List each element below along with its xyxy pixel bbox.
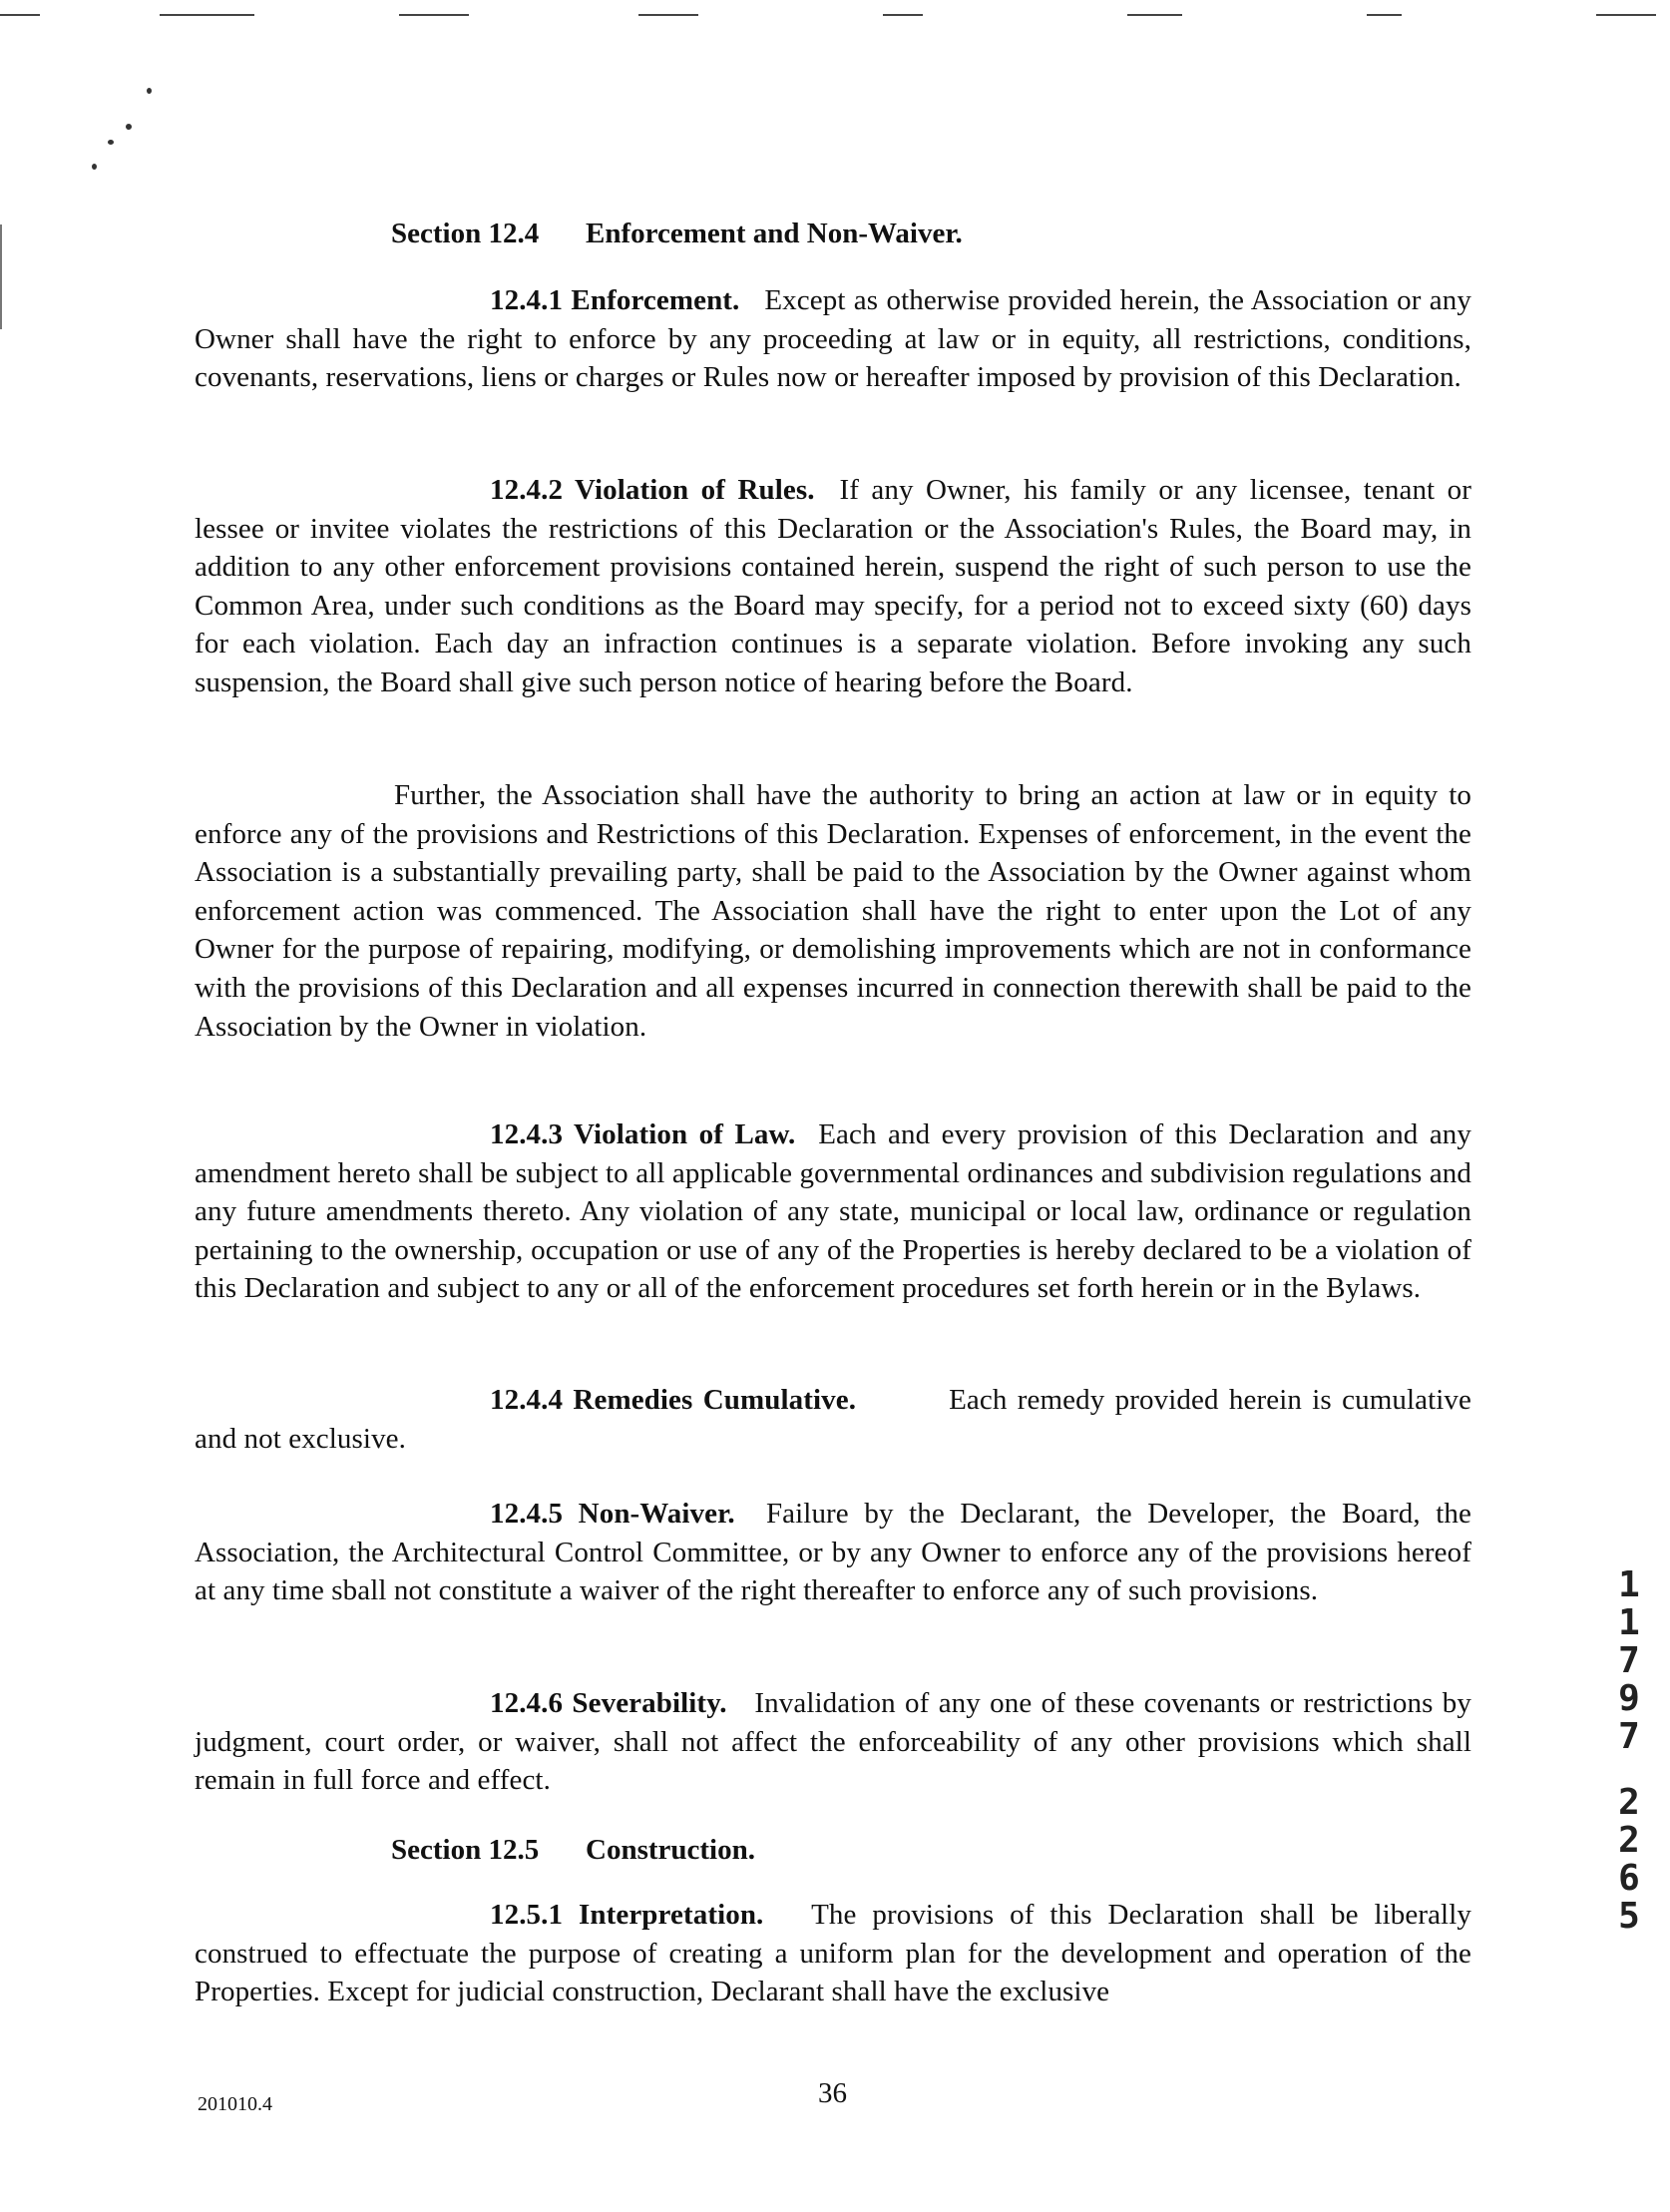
paragraph-text: Each and every provision of this Declaration and any amendment hereto shall be subject to all applicable governmental ordinances and subdivision regulations and any future amendments thereto. Any violation of any state, municipal or local law, ordinance or regulation pertaining to the ownership, occupation or use of any of the Properties is hereby declared to be a violation of this Declaration and subject to any or all of the enforcement procedures set forth herein or in the Bylaws. [195, 1118, 1472, 1305]
paragraph-text: If any Owner, his family or any licensee, tenant or lessee or invitee violates the restrictions of this Declaration or the Association's Rules, the Board may, in addition to any other enforcement provisions contained herein, suspend the right of such person to use the Common Area, under such conditions as the Board may specify, for a period not to exceed sixty (60) days for each violation. Each day an infraction continues is a separate violation. Before invoking any such suspension, the Board shall give such person notice of hearing before the Board. [195, 474, 1472, 698]
paragraph-title: 12.4.4 Remedies Cumulative. [490, 1384, 857, 1416]
stamp-digit: 9 [1618, 1678, 1640, 1719]
section-heading-12-5 [391, 1834, 755, 1867]
section-title: Construction. [586, 1834, 755, 1866]
stamp-digit: 2 [1618, 1782, 1640, 1823]
paragraph-title: 12.4.5 Non-Waiver. [490, 1498, 735, 1530]
paragraph-12-4-5 [195, 1495, 1471, 1610]
paragraph-12-4-6 [195, 1684, 1471, 1800]
paragraph-12-4-1 [195, 281, 1471, 397]
stamp-digit: 1 [1618, 1564, 1640, 1605]
paragraph-12-4-2-continued [195, 776, 1471, 1046]
paragraph-text: Failure by the Declarant, the Developer, the Board, the Association, the Architectural Control Committee, or by any Owner to enforce any of the provisions hereof at any time sball not constitute a waiver of the right thereafter to enforce any of such provisions. [195, 1498, 1471, 1607]
paragraph-title: 12.4.6 Severability. [490, 1687, 727, 1719]
paragraph-text: Invalidation of any one of these covenants or restrictions by judgment, court order, or waiver, shall not affect the enforceability of any other provisions which shall remain in full force and effect. [195, 1687, 1471, 1797]
paragraph-12-4-4 [195, 1381, 1471, 1458]
stamp-digit: 6 [1618, 1858, 1640, 1899]
stamp-digit: 5 [1618, 1896, 1640, 1937]
document-code: 201010.4 [198, 2093, 272, 2115]
paragraph-text: Except as otherwise provided herein, the Association or any Owner shall have the right to enforce by any proceeding at law or in equity, all restrictions, conditions, covenants, reservations, liens or charges or Rules now or hereafter imposed by provision of this Declaration. [195, 284, 1471, 394]
section-heading-12-4 [391, 218, 963, 250]
paragraph-title: 12.4.3 Violation of Law. [490, 1118, 796, 1150]
section-number: Section 12.4 [391, 218, 540, 249]
recording-number-stamp [1609, 1566, 1649, 1936]
stamp-digit: 7 [1618, 1640, 1640, 1681]
paragraph-title: 12.4.1 Enforcement. [490, 284, 740, 316]
paragraph-text: Further, the Association shall have the authority to bring an action at law or in equity to enforce any of the provisions and Restrictions of this Declaration. Expenses of enforcement, in the event the Association is a substantially prevailing party, shall be paid to the Association by the Owner against whom enforcement action was commenced. The Association shall have the right to enter upon the Lot of any Owner for the purpose of repairing, modifying, or demolishing improvements which are not in conformance with the provisions of this Declaration and all expenses incurred in connection therewith shall be paid to the Association by the Owner in violation. [195, 779, 1471, 1043]
paragraph-text: Each remedy provided herein is cumulative and not exclusive. [195, 1384, 1471, 1455]
section-number: Section 12.5 [391, 1834, 540, 1866]
stamp-digit: 1 [1618, 1602, 1640, 1643]
paragraph-text: The provisions of this Declaration shall be liberally construed to effectuate the purpose of creating a uniform plan for the development and operation of the Properties. Except for judicial construction, Declarant shall have the exclusive [195, 1899, 1471, 2008]
scan-artifact-top [0, 6, 1670, 26]
paragraph-12-5-1 [195, 1896, 1471, 2011]
section-title: Enforcement and Non-Waiver. [586, 218, 963, 249]
paragraph-title: 12.4.2 Violation of Rules. [490, 474, 815, 506]
paragraph-12-4-2 [195, 471, 1471, 702]
page-number: 36 [818, 2077, 847, 2109]
paragraph-12-4-3 [195, 1115, 1471, 1308]
stamp-digit: 7 [1618, 1716, 1640, 1757]
paragraph-title: 12.5.1 Interpretation. [490, 1899, 764, 1931]
stamp-digit: 2 [1618, 1820, 1640, 1861]
